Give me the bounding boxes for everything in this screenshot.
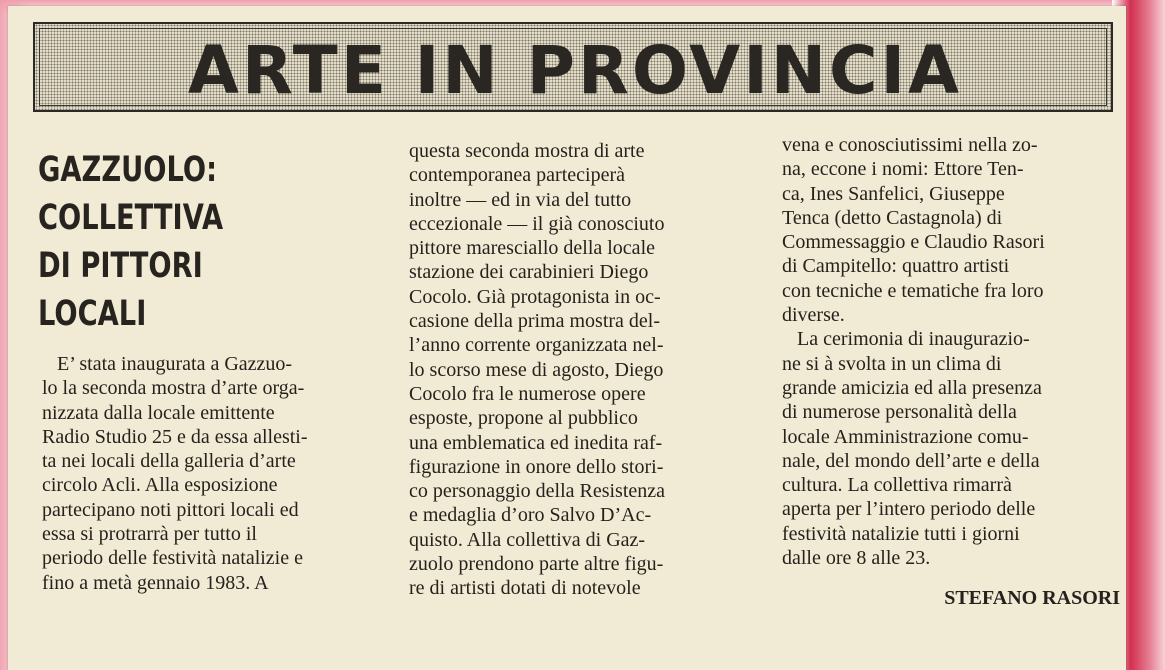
headline: ARTE IN PROVINCIA: [187, 32, 963, 109]
text-line: figurazione in onore dello stori-: [409, 455, 664, 478]
text-line: casione della prima mostra del-: [409, 310, 661, 333]
text-line: contemporanea parteciperà: [409, 164, 625, 187]
text-line: vena e conosciutissimi nella zo-: [782, 134, 1038, 156]
text-line: La cerimonia di inaugurazio-: [782, 328, 1030, 351]
text-line: grande amicizia ed alla presenza: [782, 376, 1042, 399]
author-byline: STEFANO RASORI: [944, 587, 1120, 609]
text-line: na, eccone i nomi: Ettore Ten-: [782, 158, 1024, 181]
text-line: festività natalizie tutti i giorni: [782, 522, 1020, 545]
text-line: partecipano noti pittori locali ed: [42, 498, 299, 521]
article-column-3: [782, 133, 1118, 570]
text-line: re di artisti dotati di notevole: [409, 577, 641, 600]
text-line: co personaggio della Resistenza: [409, 480, 666, 503]
text-line: ca, Ines Sanfelici, Giuseppe: [782, 182, 1005, 205]
text-line: cultura. La collettiva rimarrà: [782, 474, 1012, 497]
text-line: locale Amministrazione comu-: [782, 425, 1029, 448]
text-line: circolo Acli. Alla esposizione: [42, 474, 278, 497]
subheadline-line: DI PITTORI: [38, 246, 203, 286]
text-line: nizzata dalla locale emittente: [42, 401, 275, 424]
text-line: e medaglia d’oro Salvo D’Ac-: [409, 504, 652, 527]
text-line: periodo delle festività natalizie e: [42, 547, 303, 570]
text-line: essa si protrarrà per tutto il: [42, 523, 257, 546]
subheadline-line: LOCALI: [38, 294, 147, 334]
text-line: una emblematica ed inedita raf-: [409, 431, 663, 454]
text-line: con tecniche e tematiche fra loro: [782, 279, 1044, 302]
text-line: questa seconda mostra di arte: [409, 140, 645, 162]
text-line: eccezionale — il già conosciuto: [409, 212, 665, 235]
text-line: fino a metà gennaio 1983. A: [42, 571, 269, 594]
text-line: di Campitello: quattro artisti: [782, 255, 1010, 278]
text-line: di numerose personalità della: [782, 401, 1017, 424]
text-line: lo scorso mese di agosto, Diego: [409, 358, 664, 381]
text-line: Tenca (detto Castagnola) di: [782, 206, 1003, 229]
text-line: inoltre — ed in via del tutto: [409, 188, 632, 211]
subheadline-line: GAZZUOLO:: [38, 150, 218, 190]
text-line: ta nei locali della galleria d’arte: [42, 450, 296, 473]
text-line: esposte, propone al pubblico: [409, 407, 638, 430]
text-line: diverse.: [782, 304, 845, 327]
text-line: l’anno corrente organizzata nel-: [409, 334, 664, 357]
article-column-2: [409, 139, 745, 601]
text-line: Radio Studio 25 e da essa allesti-: [42, 425, 308, 448]
text-line: aperta per l’intero periodo delle: [782, 498, 1036, 521]
text-line: dalle ore 8 alle 23.: [782, 547, 931, 570]
text-line: Cocolo fra le numerose opere: [409, 382, 646, 405]
headline-banner: [33, 22, 1113, 112]
text-line: stazione dei carabinieri Diego: [409, 261, 649, 284]
newspaper-clipping: [8, 6, 1126, 670]
text-line: nale, del mondo dell’arte e della: [782, 449, 1040, 472]
text-line: quisto. Alla collettiva di Gaz-: [409, 528, 646, 551]
article-column-1: [42, 352, 376, 595]
subheadline: [38, 146, 224, 338]
text-line: Cocolo. Già protagonista in oc-: [409, 285, 661, 308]
text-line: ne si à svolta in un clima di: [782, 352, 1002, 375]
text-line: E’ stata inaugurata a Gazzuo-: [42, 353, 293, 375]
text-line: zuolo prendono parte altre figu-: [409, 553, 664, 576]
text-line: pittore maresciallo della locale: [409, 237, 655, 260]
text-line: Commessaggio e Claudio Rasori: [782, 231, 1045, 254]
text-line: lo la seconda mostra d’arte orga-: [42, 377, 305, 400]
subheadline-line: COLLETTIVA: [38, 198, 224, 238]
